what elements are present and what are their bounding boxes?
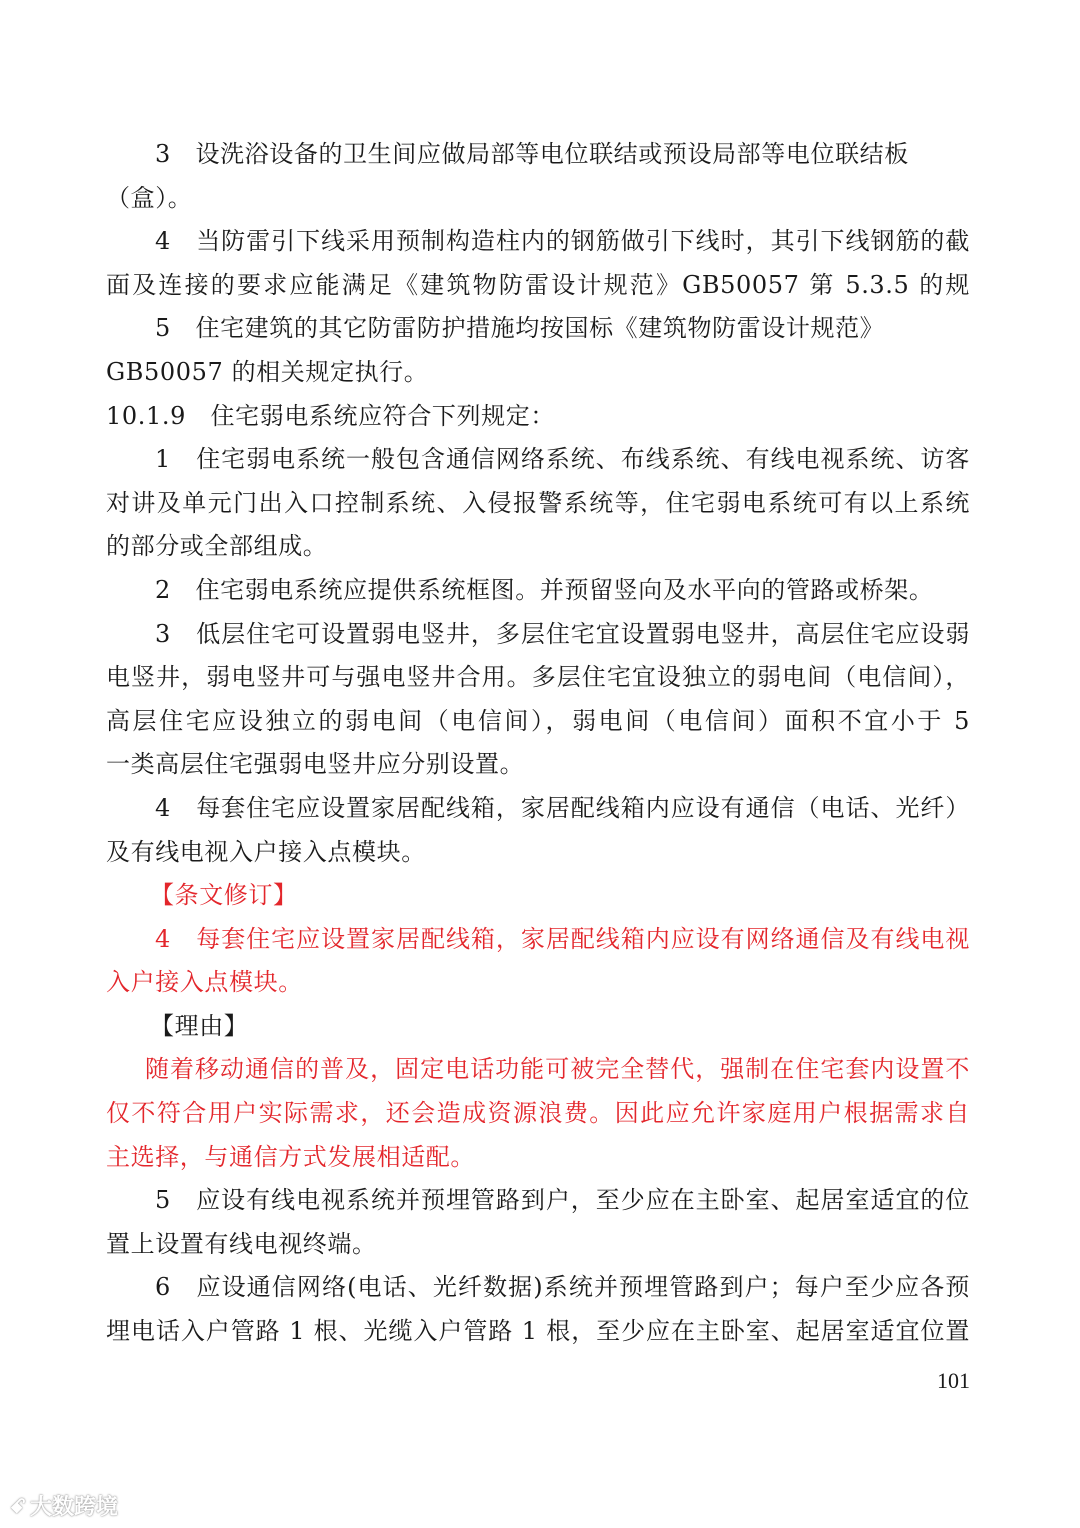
- text-line: 及有线电视入户接入点模块。: [106, 837, 426, 866]
- text-line: 3 低层住宅可设置弱电竖井，多层住宅宜设置弱电竖井，高层住宅应设弱: [155, 619, 970, 648]
- text-line: 置上设置有线电视终端。: [106, 1229, 377, 1258]
- revision-text-line: 入户接入点模块。: [106, 968, 303, 997]
- revision-text-line: 4 每套住宅应设置家居配线箱，家居配线箱内应设有网络通信及有线电视: [155, 924, 970, 953]
- revision-text-line: 仅不符合用户实际需求，还会造成资源浪费。因此应允许家庭用户根据需求自: [106, 1099, 970, 1128]
- text-line: 2 住宅弱电系统应提供系统框图。并预留竖向及水平向的管路或桥架。: [155, 575, 934, 604]
- text-line: 面及连接的要求应能满足《建筑物防雷设计规范》GB50057 第 5.3.5 的规: [106, 270, 970, 299]
- watermark: [10, 1490, 118, 1521]
- watermark-text: 大数跨境: [29, 1495, 118, 1520]
- watermark-logo-icon: ꗃ: [10, 1493, 24, 1518]
- text-line: 1 住宅弱电系统一般包含通信网络系统、布线系统、有线电视系统、访客: [155, 445, 970, 474]
- text-line: 3 设洗浴设备的卫生间应做局部等电位联结或预设局部等电位联结板: [155, 140, 909, 168]
- text-line: 一类高层住宅强弱电竖井应分别设置。: [106, 750, 525, 779]
- text-line: 高层住宅应设独立的弱电间（电信间），弱电间（电信间）面积不宜小于 5: [106, 706, 970, 735]
- text-line: 5 住宅建筑的其它防雷防护措施均按国标《建筑物防雷设计规范》: [155, 314, 885, 343]
- text-line: 6 应设通信网络(电话、光纤数据)系统并预埋管路到户；每户至少应各预: [155, 1273, 970, 1302]
- text-line: 5 应设有线电视系统并预埋管路到户，至少应在主卧室、起居室适宜的位: [155, 1186, 970, 1215]
- text-line: （盒）。: [106, 183, 193, 212]
- text-line: 埋电话入户管路 1 根、光缆入户管路 1 根，至少应在主卧室、起居室适宜位置: [106, 1317, 970, 1346]
- text-line: 4 每套住宅应设置家居配线箱，家居配线箱内应设有通信（电话、光纤）: [155, 793, 970, 822]
- text-line: 10.1.9 住宅弱电系统应符合下列规定：: [106, 401, 555, 430]
- text-line: GB50057 的相关规定执行。: [106, 357, 429, 386]
- revision-text-line: 随着移动通信的普及，固定电话功能可被完全替代，强制在住宅套内设置不: [145, 1055, 970, 1084]
- revision-text-line: 【条文修订】: [150, 881, 298, 910]
- text-line: 对讲及单元门出入口控制系统、入侵报警系统等，住宅弱电系统可有以上系统: [106, 488, 970, 517]
- page-number: 101: [937, 1368, 970, 1393]
- revision-text-line: 主选择，与通信方式发展相适配。: [106, 1142, 475, 1171]
- text-line: 4 当防雷引下线采用预制构造柱内的钢筋做引下线时，其引下线钢筋的截: [155, 227, 970, 256]
- text-line: 的部分或全部组成。: [106, 532, 328, 561]
- text-line: 电竖井，弱电竖井可与强电竖井合用。多层住宅宜设独立的弱电间（电信间），: [106, 663, 970, 692]
- document-body: [106, 133, 970, 1354]
- text-line: 【理由】: [150, 1011, 249, 1040]
